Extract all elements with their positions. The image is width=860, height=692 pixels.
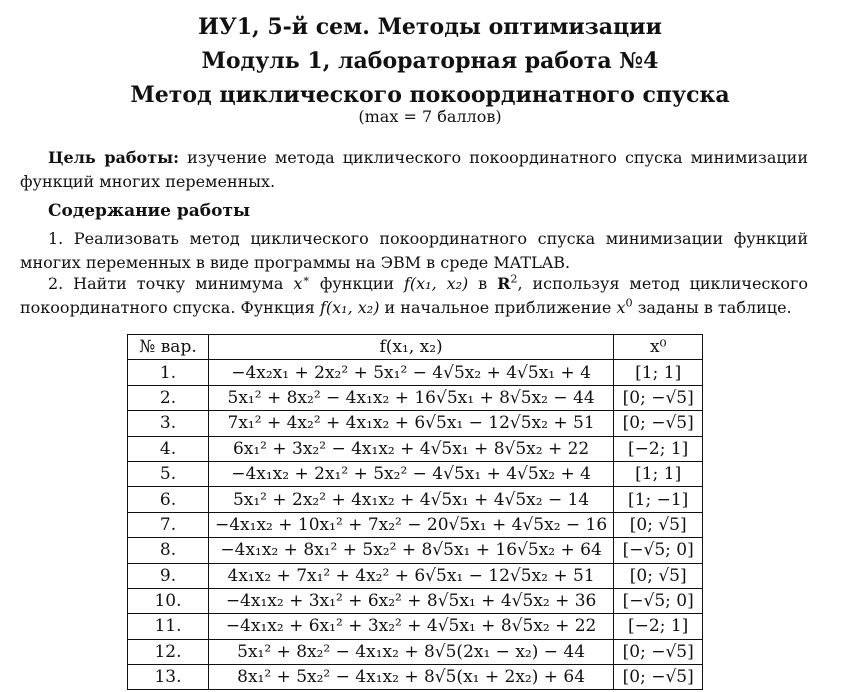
function-cell: 5x₁² + 8x₂² − 4x₁x₂ + 16√5x₁ + 8√5x₂ − 44 (209, 385, 614, 410)
function-cell: −4x₁x₂ + 6x₁² + 3x₂² + 4√5x₁ + 8√5x₂ + 22 (209, 614, 614, 639)
initial-point-cell: [0; −√5] (614, 411, 703, 436)
function-cell: −4x₁x₂ + 2x₁² + 5x₂² − 4√5x₁ + 4√5x₂ + 4 (209, 461, 614, 486)
table-row (128, 563, 703, 588)
function-cell: 4x₁x₂ + 7x₁² + 4x₂² + 6√5x₁ − 12√5x₂ + 51 (209, 563, 614, 588)
function-cell: 5x₁² + 8x₂² − 4x₁x₂ + 8√5(2x₁ − x₂) − 44 (209, 639, 614, 664)
header-initial-point: x⁰ (614, 335, 703, 360)
variant-number-cell: 12. (128, 639, 209, 664)
initial-point-cell: [−2; 1] (614, 436, 703, 461)
table-row (128, 614, 703, 639)
initial-point-cell: [0; √5] (614, 563, 703, 588)
table-row (128, 538, 703, 563)
variant-number-cell: 8. (128, 538, 209, 563)
initial-point-cell: [0; −√5] (614, 639, 703, 664)
content-heading: Содержание работы (48, 201, 251, 221)
function-cell: 8x₁² + 5x₂² − 4x₁x₂ + 8√5(x₁ + 2x₂) + 64 (209, 665, 614, 690)
content-item-1: 1. Реализовать метод циклического покоординатного спуска минимизации функций многих переменных в виде программы на ЭВМ в среде MATLAB. (20, 229, 808, 272)
variant-number-cell: 2. (128, 385, 209, 410)
table-row (128, 512, 703, 537)
variant-number-cell: 7. (128, 512, 209, 537)
goal-text: изучение метода циклического покоординатного спуска минимизации функций многих переменных. (20, 148, 808, 191)
function-cell: 5x₁² + 2x₂² + 4x₁x₂ + 4√5x₁ + 4√5x₂ − 14 (209, 487, 614, 512)
variant-number-cell: 13. (128, 665, 209, 690)
goal-label: Цель работы: (48, 148, 180, 167)
variant-number-cell: 5. (128, 461, 209, 486)
initial-point-cell: [−√5; 0] (614, 588, 703, 613)
variant-number-cell: 6. (128, 487, 209, 512)
table-row (128, 487, 703, 512)
table-row (128, 461, 703, 486)
function-cell: −4x₂x₁ + 2x₂² + 5x₁² − 4√5x₂ + 4√5x₁ + 4 (209, 360, 614, 385)
variant-number-cell: 11. (128, 614, 209, 639)
initial-point-cell: [0; √5] (614, 512, 703, 537)
max-points: (max = 7 баллов) (358, 107, 502, 126)
variant-number-cell: 3. (128, 411, 209, 436)
variant-number-cell: 1. (128, 360, 209, 385)
variant-number-cell: 10. (128, 588, 209, 613)
table-row (128, 411, 703, 436)
initial-point-cell: [1; 1] (614, 360, 703, 385)
function-cell: 7x₁² + 4x₂² + 4x₁x₂ + 6√5x₁ − 12√5x₂ + 51 (209, 411, 614, 436)
table-row (128, 588, 703, 613)
table-row (128, 436, 703, 461)
header-line-2: Модуль 1, лабораторная работа №4 (201, 48, 659, 74)
content-item-2: 2. Найти точку минимума x∗ функции f(x₁, x₂) в $R^2$, используя метод циклического покоординатного спуска. Функция f(x₁, x₂) и начальное приближение $x^0$ заданы в таблице. (20, 272, 809, 317)
variants-table (127, 334, 703, 690)
table-row (128, 665, 703, 690)
header-line-3: Метод циклического покоординатного спуска (130, 82, 730, 108)
function-cell: −4x₁x₂ + 8x₁² + 5x₂² + 8√5x₁ + 16√5x₂ + 64 (209, 538, 614, 563)
function-cell: 6x₁² + 3x₂² − 4x₁x₂ + 4√5x₁ + 8√5x₂ + 22 (209, 436, 614, 461)
initial-point-cell: [1; 1] (614, 461, 703, 486)
variant-number-cell: 4. (128, 436, 209, 461)
goal-paragraph (20, 146, 808, 194)
function-cell: −4x₁x₂ + 10x₁² + 7x₂² − 20√5x₁ + 4√5x₂ − 16 (209, 512, 614, 537)
initial-point-cell: [0; −√5] (614, 665, 703, 690)
initial-point-cell: [−2; 1] (614, 614, 703, 639)
header-function: f(x₁, x₂) (209, 335, 614, 360)
header-variant-number: № вар. (128, 335, 209, 360)
header-line-1: ИУ1, 5-й сем. Методы оптимизации (198, 14, 662, 40)
initial-point-cell: [1; −1] (614, 487, 703, 512)
table-row (128, 639, 703, 664)
table-row (128, 360, 703, 385)
table-row (128, 385, 703, 410)
variant-number-cell: 9. (128, 563, 209, 588)
function-cell: −4x₁x₂ + 3x₁² + 6x₂² + 8√5x₁ + 4√5x₂ + 36 (209, 588, 614, 613)
initial-point-cell: [0; −√5] (614, 385, 703, 410)
table-header-row (128, 335, 703, 360)
initial-point-cell: [−√5; 0] (614, 538, 703, 563)
